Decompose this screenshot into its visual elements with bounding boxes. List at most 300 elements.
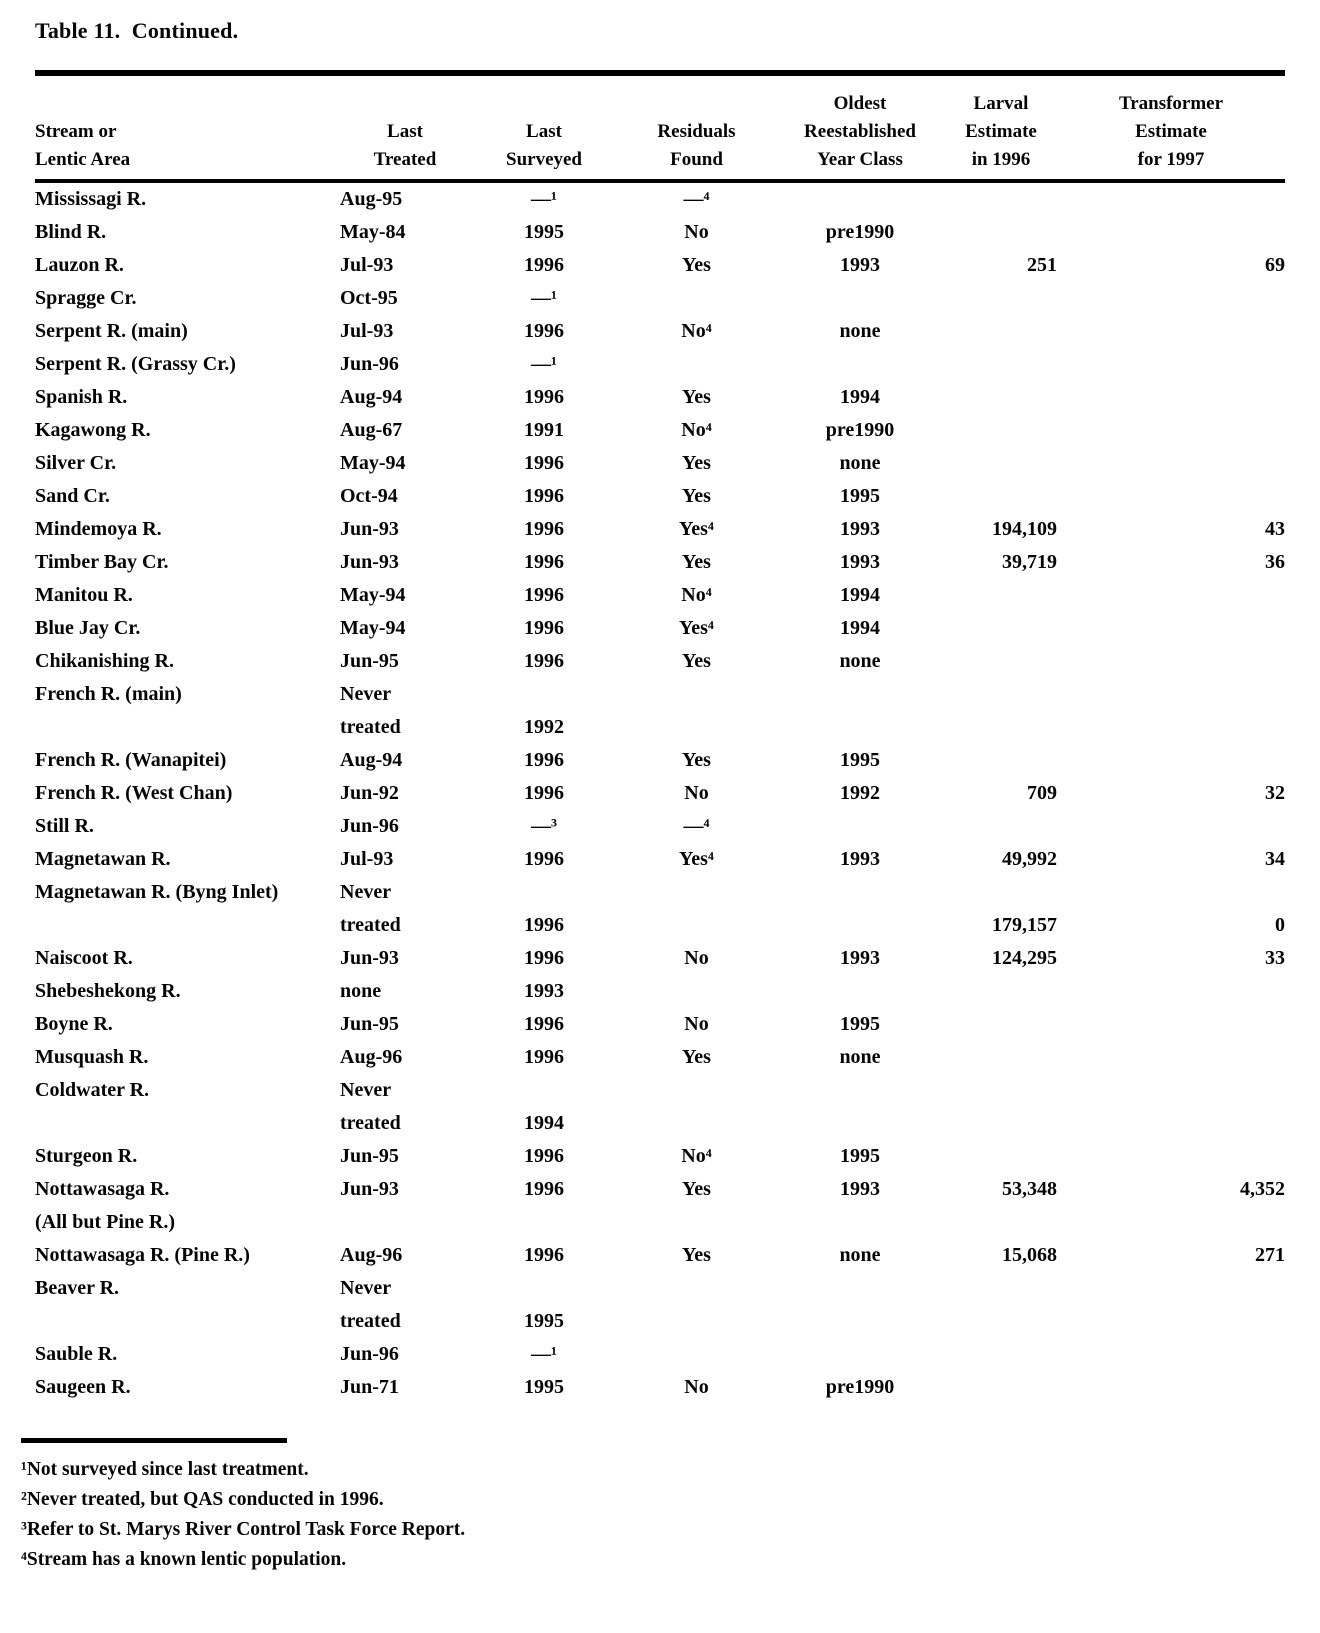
table-cell: (All but Pine R.) (35, 1211, 175, 1233)
table-cell: 179,157 (992, 914, 1057, 936)
table-cell: 1996 (524, 617, 564, 639)
table-cell (1057, 447, 1285, 480)
table-cell: 1996 (524, 1145, 564, 1167)
table-cell: 1995 (840, 1013, 880, 1035)
table-cell (945, 1371, 1057, 1404)
table-cell: pre1990 (825, 221, 895, 243)
table-cell (945, 447, 1057, 480)
table-cell: 1995 (524, 221, 564, 243)
header-line: Last (387, 121, 423, 142)
table-cell (1057, 282, 1285, 315)
table-cell: Nottawasaga R. (35, 1178, 170, 1200)
footnote-separator (21, 1438, 287, 1443)
table-row (35, 216, 1285, 249)
table-row (35, 447, 1285, 480)
header-line: Reestablished (804, 121, 916, 142)
table-cell: Jun-95 (340, 1013, 399, 1035)
table-cell: No (684, 1013, 709, 1035)
table-row (35, 975, 1285, 1008)
table-cell (945, 282, 1057, 315)
table-cell: Jun-71 (340, 1376, 399, 1398)
table-cell (618, 1305, 775, 1338)
table-cell: Yes (682, 452, 711, 474)
table-cell: Yes (682, 1244, 711, 1266)
table-row (35, 942, 1285, 975)
table-body (35, 181, 1285, 1404)
table-cell (1057, 810, 1285, 843)
table-cell: none (839, 1046, 881, 1068)
table-cell: 49,992 (1002, 848, 1057, 870)
table-cell: Yes (682, 551, 711, 573)
table-cell (775, 348, 945, 381)
table-row (35, 1173, 1285, 1206)
table-cell: Mindemoya R. (35, 518, 162, 540)
table-cell: 32 (1265, 782, 1285, 804)
table-cell: 1996 (524, 1244, 564, 1266)
table-cell: Yes (682, 386, 711, 408)
table-cell (618, 711, 775, 744)
table-cell (775, 711, 945, 744)
table-cell: No⁴ (681, 584, 712, 606)
table-cell (1057, 1338, 1285, 1371)
table-cell (775, 1305, 945, 1338)
table-cell: 1996 (524, 452, 564, 474)
table-cell (945, 1305, 1057, 1338)
table-cell (945, 711, 1057, 744)
table-cell (35, 711, 340, 744)
table-cell (470, 1206, 618, 1239)
header-line: Residuals (657, 121, 736, 142)
table-cell: none (340, 980, 382, 1002)
table-cell: Coldwater R. (35, 1079, 150, 1101)
table-cell: 1993 (840, 518, 880, 540)
table-cell: 1996 (524, 518, 564, 540)
table-cell: 1996 (524, 1046, 564, 1068)
table-cell: 1995 (840, 485, 880, 507)
table-cell (1057, 315, 1285, 348)
header-transformer-estimate-for-1997 (1057, 73, 1285, 181)
table-row (35, 513, 1285, 546)
table-cell: Jun-96 (340, 1343, 399, 1365)
table-cell: treated (340, 1310, 401, 1332)
header-line: Stream or (35, 121, 117, 142)
table-cell: 251 (1027, 254, 1057, 276)
table-cell: Jun-93 (340, 947, 399, 969)
table-cell: —⁴ (683, 815, 710, 837)
table-cell (1057, 1041, 1285, 1074)
table-cell (945, 612, 1057, 645)
table-cell (618, 678, 775, 711)
header-line: Larval (973, 93, 1029, 114)
table-row (35, 579, 1285, 612)
table-cell (35, 1305, 340, 1338)
table-cell (1057, 1272, 1285, 1305)
table-row (35, 843, 1285, 876)
table-cell: 1992 (524, 716, 564, 738)
table-cell (945, 480, 1057, 513)
table-cell: Aug-94 (340, 749, 403, 771)
table-cell: Oct-95 (340, 287, 398, 309)
header-last-surveyed (470, 73, 618, 181)
table-cell (775, 1272, 945, 1305)
table-cell: pre1990 (825, 419, 895, 441)
table-cell (1057, 480, 1285, 513)
table-cell: Timber Bay Cr. (35, 551, 169, 573)
header-line: Estimate (965, 121, 1037, 142)
table-cell: 1996 (524, 650, 564, 672)
table-cell: French R. (West Chan) (35, 782, 233, 804)
table-cell (775, 876, 945, 909)
table-cell (618, 1338, 775, 1371)
table-cell: May-94 (340, 617, 406, 639)
table-cell (945, 181, 1057, 216)
table-cell: 1993 (840, 947, 880, 969)
table-cell: No⁴ (681, 419, 712, 441)
table-row (35, 810, 1285, 843)
table-cell (618, 1074, 775, 1107)
table-cell: 34 (1265, 848, 1285, 870)
table-cell (618, 909, 775, 942)
table-cell (1057, 1074, 1285, 1107)
table-cell (945, 1338, 1057, 1371)
table-row (35, 1107, 1285, 1140)
table-cell (945, 645, 1057, 678)
table-cell: 1993 (840, 1178, 880, 1200)
table-cell (775, 975, 945, 1008)
table-cell (618, 1107, 775, 1140)
table-cell: French R. (main) (35, 683, 182, 705)
table-cell (945, 1074, 1057, 1107)
table-cell: 33 (1265, 947, 1285, 969)
table-cell: 709 (1027, 782, 1057, 804)
table-cell: No (684, 947, 709, 969)
header-larval-estimate-in-1996 (945, 73, 1057, 181)
footnote: ⁴Stream has a known lentic population. (21, 1549, 347, 1570)
table-cell (1057, 1305, 1285, 1338)
header-line: Lentic Area (35, 149, 131, 170)
table-cell: 124,295 (992, 947, 1057, 969)
table-cell (1057, 876, 1285, 909)
table-cell (1057, 1107, 1285, 1140)
table-cell: Still R. (35, 815, 94, 837)
table-cell (945, 1107, 1057, 1140)
table-cell: 36 (1265, 551, 1285, 573)
table-row (35, 1140, 1285, 1173)
table-cell: 1996 (524, 947, 564, 969)
table-cell: 1996 (524, 848, 564, 870)
streams-table (35, 70, 1285, 1404)
table-cell: May-84 (340, 221, 406, 243)
footnote-list (21, 1455, 1285, 1575)
table-cell (1057, 744, 1285, 777)
table-row (35, 876, 1285, 909)
table-cell: Jul-93 (340, 320, 394, 342)
table-cell (618, 282, 775, 315)
table-cell: Yes⁴ (679, 848, 714, 870)
table-cell: Jun-95 (340, 1145, 399, 1167)
table-cell: Sauble R. (35, 1343, 118, 1365)
table-cell: Naiscoot R. (35, 947, 133, 969)
header-line: Transformer (1118, 93, 1224, 114)
table-row (35, 777, 1285, 810)
table-cell: Lauzon R. (35, 254, 124, 276)
table-cell (945, 1140, 1057, 1173)
table-cell: 1996 (524, 584, 564, 606)
table-row (35, 282, 1285, 315)
table-cell: Shebeshekong R. (35, 980, 181, 1002)
table-cell (618, 1206, 775, 1239)
table-cell: Jul-93 (340, 254, 394, 276)
header-line: for 1997 (1137, 149, 1205, 170)
table-cell: —¹ (531, 188, 557, 210)
table-cell: 1992 (840, 782, 880, 804)
table-cell: Yes (682, 650, 711, 672)
table-cell: Aug-95 (340, 188, 403, 210)
header-last-treated (340, 73, 470, 181)
table-row (35, 249, 1285, 282)
footnote: ²Never treated, but QAS conducted in 1996. (21, 1489, 384, 1510)
page-title: Table 11. Continued. (35, 18, 239, 43)
table-row (35, 381, 1285, 414)
table-cell (618, 1272, 775, 1305)
table-cell: pre1990 (825, 1376, 895, 1398)
table-cell: 1995 (524, 1310, 564, 1332)
table-cell: 1995 (840, 749, 880, 771)
header-line: Oldest (833, 93, 887, 114)
table-cell (1057, 1371, 1285, 1404)
table-cell: 1996 (524, 1178, 564, 1200)
table-row (35, 348, 1285, 381)
table-cell (945, 975, 1057, 1008)
header-residuals-found (618, 73, 775, 181)
table-row (35, 1239, 1285, 1272)
table-cell: Never (340, 881, 392, 903)
table-cell: 69 (1265, 254, 1285, 276)
table-cell: 1996 (524, 551, 564, 573)
table-cell: Mississagi R. (35, 188, 147, 210)
table-cell (1057, 348, 1285, 381)
table-cell (945, 876, 1057, 909)
table-cell (1057, 181, 1285, 216)
table-cell: Serpent R. (main) (35, 320, 188, 342)
header-line: Last (526, 121, 562, 142)
table-cell (470, 876, 618, 909)
table-cell (340, 1206, 470, 1239)
table-cell: 1996 (524, 320, 564, 342)
table-cell: 1996 (524, 1013, 564, 1035)
table-cell: none (839, 650, 881, 672)
table-cell: 1993 (840, 254, 880, 276)
table-cell: Yes (682, 1178, 711, 1200)
table-row (35, 1008, 1285, 1041)
table-cell: Jun-92 (340, 782, 399, 804)
table-cell: —¹ (531, 353, 557, 375)
table-cell: 1995 (840, 1145, 880, 1167)
table-cell: Oct-94 (340, 485, 398, 507)
table-cell: 1995 (524, 1376, 564, 1398)
table-cell (1057, 1008, 1285, 1041)
table-row (35, 645, 1285, 678)
table-cell: Jun-93 (340, 551, 399, 573)
table-cell: Yes (682, 254, 711, 276)
table-cell: No⁴ (681, 320, 712, 342)
table-row (35, 1074, 1285, 1107)
table-cell: Jun-93 (340, 518, 399, 540)
table-cell: Aug-94 (340, 386, 403, 408)
table-cell: Blue Jay Cr. (35, 617, 141, 639)
table-row (35, 711, 1285, 744)
header-line: Found (670, 149, 723, 170)
table-cell: Musquash R. (35, 1046, 149, 1068)
table-cell: Jul-93 (340, 848, 394, 870)
table-cell (775, 1338, 945, 1371)
table-cell (35, 1107, 340, 1140)
table-cell (775, 181, 945, 216)
table-cell: French R. (Wanapitei) (35, 749, 227, 771)
table-cell: Jun-93 (340, 1178, 399, 1200)
table-cell: 1996 (524, 386, 564, 408)
table-cell (775, 1074, 945, 1107)
table-row (35, 546, 1285, 579)
table-cell: 194,109 (992, 518, 1057, 540)
header-oldest-reestablished-year-class (775, 73, 945, 181)
table-cell: Jun-95 (340, 650, 399, 672)
table-cell: 1996 (524, 254, 564, 276)
table-cell: Yes⁴ (679, 518, 714, 540)
table-cell: Never (340, 683, 392, 705)
table-cell (1057, 678, 1285, 711)
table-cell (1057, 711, 1285, 744)
table-cell: Aug-67 (340, 419, 403, 441)
table-cell: 43 (1265, 518, 1285, 540)
table-cell (470, 678, 618, 711)
table-cell (945, 414, 1057, 447)
table-cell: 1993 (524, 980, 564, 1002)
table-cell: 0 (1275, 914, 1285, 936)
table-cell: Boyne R. (35, 1013, 113, 1035)
table-cell: Spragge Cr. (35, 287, 137, 309)
table-cell: 15,068 (1002, 1244, 1057, 1266)
table-cell: Spanish R. (35, 386, 128, 408)
table-cell (945, 1041, 1057, 1074)
table-cell (35, 909, 340, 942)
table-cell: Blind R. (35, 221, 107, 243)
table-cell: treated (340, 716, 401, 738)
table-cell: —¹ (531, 1343, 557, 1365)
table-cell: Yes (682, 1046, 711, 1068)
table-cell (1057, 1206, 1285, 1239)
header-line: Surveyed (506, 149, 582, 170)
table-row (35, 181, 1285, 216)
table-cell: 1993 (840, 551, 880, 573)
table-cell (945, 315, 1057, 348)
table-cell: 39,719 (1002, 551, 1057, 573)
table-cell (945, 1206, 1057, 1239)
table-cell: 1996 (524, 914, 564, 936)
table-cell (945, 1272, 1057, 1305)
table-cell (618, 975, 775, 1008)
header-line: Year Class (817, 149, 903, 170)
table-cell: 4,352 (1240, 1178, 1285, 1200)
table-cell (775, 282, 945, 315)
table-cell: Chikanishing R. (35, 650, 174, 672)
table-row (35, 909, 1285, 942)
header-line: Treated (373, 149, 437, 170)
table-cell (775, 1107, 945, 1140)
header-line: in 1996 (971, 149, 1031, 170)
table-cell: Yes (682, 485, 711, 507)
table-cell: 1996 (524, 749, 564, 771)
table-row (35, 1041, 1285, 1074)
table-row (35, 612, 1285, 645)
table-cell: Yes⁴ (679, 617, 714, 639)
table-cell: Never (340, 1079, 392, 1101)
table-cell (945, 348, 1057, 381)
table-cell: May-94 (340, 584, 406, 606)
table-cell: Nottawasaga R. (Pine R.) (35, 1244, 250, 1266)
table-cell (1057, 645, 1285, 678)
table-cell: Aug-96 (340, 1046, 403, 1068)
table-row (35, 744, 1285, 777)
footnote: ³Refer to St. Marys River Control Task Force Report. (21, 1519, 466, 1540)
table-cell: Kagawong R. (35, 419, 151, 441)
table-cell: 271 (1255, 1244, 1285, 1266)
table-cell: Magnetawan R. (35, 848, 171, 870)
table-row (35, 480, 1285, 513)
table-cell (945, 1008, 1057, 1041)
header-stream-or-lentic-area (35, 73, 340, 181)
table-cell (1057, 216, 1285, 249)
table-cell: Sturgeon R. (35, 1145, 138, 1167)
table-cell: No (684, 1376, 709, 1398)
table-cell (618, 876, 775, 909)
table-cell: Jun-96 (340, 815, 399, 837)
table-cell (945, 744, 1057, 777)
table-cell: treated (340, 914, 401, 936)
table-cell: 1994 (840, 386, 880, 408)
table-cell (1057, 1140, 1285, 1173)
table-cell (470, 1272, 618, 1305)
table-cell (945, 810, 1057, 843)
table-cell: No⁴ (681, 1145, 712, 1167)
table-cell: No (684, 782, 709, 804)
table-cell: 1993 (840, 848, 880, 870)
table-cell (775, 1206, 945, 1239)
table-cell: Jun-96 (340, 353, 399, 375)
table-cell: none (839, 1244, 881, 1266)
table-cell: treated (340, 1112, 401, 1134)
table-cell: Magnetawan R. (Byng Inlet) (35, 881, 279, 903)
table-cell: Saugeen R. (35, 1376, 131, 1398)
table-cell (945, 579, 1057, 612)
table-cell: 1996 (524, 782, 564, 804)
table-cell (1057, 381, 1285, 414)
table-cell: Beaver R. (35, 1277, 120, 1299)
table-cell: 1991 (524, 419, 564, 441)
table-cell (470, 1074, 618, 1107)
table-cell (618, 348, 775, 381)
footnote: ¹Not surveyed since last treatment. (21, 1459, 309, 1480)
table-cell: 1994 (840, 584, 880, 606)
table-cell: —⁴ (683, 188, 710, 210)
table-cell: —¹ (531, 287, 557, 309)
table-cell (945, 381, 1057, 414)
table-row (35, 315, 1285, 348)
table-cell: Never (340, 1277, 392, 1299)
table-cell (1057, 414, 1285, 447)
table-cell (775, 909, 945, 942)
table-cell: none (839, 452, 881, 474)
